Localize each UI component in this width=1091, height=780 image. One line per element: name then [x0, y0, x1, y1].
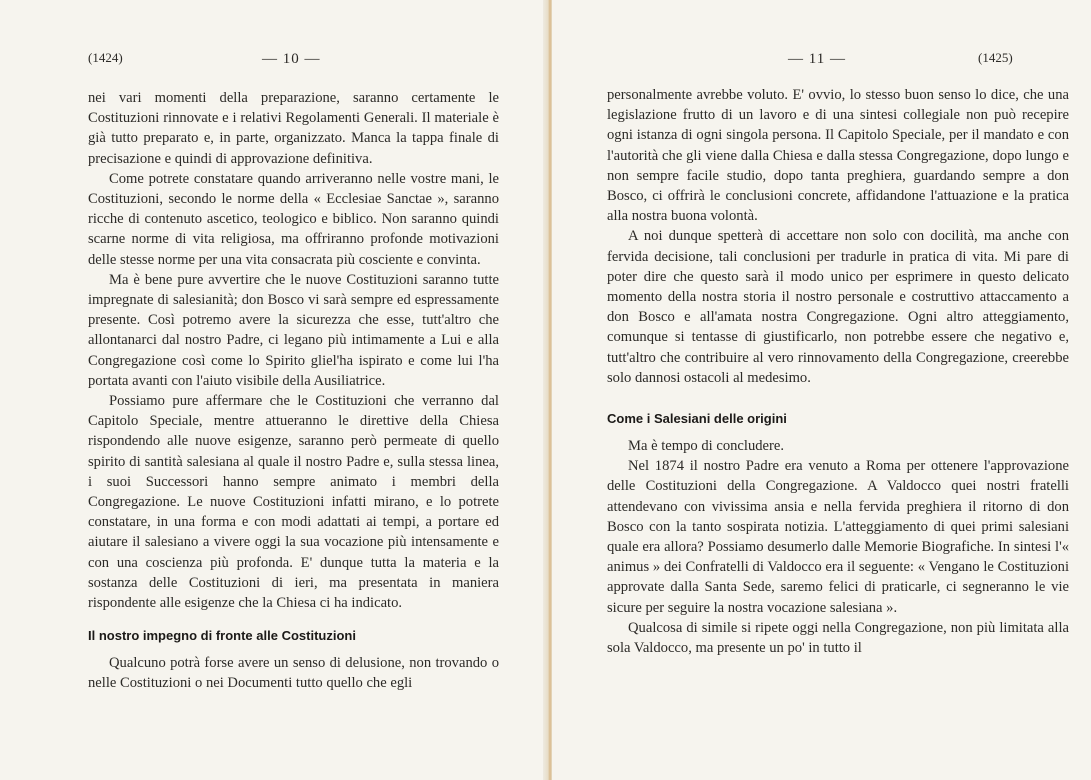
marginal-number: (1425) — [978, 50, 1013, 65]
paragraph: Come potrete constatare quando arriveranno nelle vostre mani, le Costituzioni, secondo le norme della « Ecclesiae Sanctae », saranno ricche di contenuto ascetico, teologico e biblico. Non saranno quindi scarne norme di vita religiosa, ma offriranno profonde motivazioni delle stesse norme per una vita consacrata più cosciente e convinta. — [88, 170, 499, 268]
left-body-text — [88, 88, 499, 694]
page-number: — 11 — — [788, 51, 846, 67]
paragraph: Possiamo pure affermare che le Costituzioni che verranno dal Capitolo Speciale, mentre attueranno le direttive della Chiesa rispondendo alle nuove esigenze, saranno però permeate di quello spirito di santità salesiana al quale il nostro Padre e, sulla stessa linea, i suoi Successori hanno sempre animato i membri della Congregazione. Le nuove Costituzioni infatti mirano, e lo potrete constatare, in una forma e con modi adattati ai tempi, a portare ed aiutare il salesiano a vivere oggi la sua vocazione più intensamente e con una coscienza più profonda. E' dunque tutta la materia e la sostanza delle Costituzioni di ieri, ma presentata in maniera rispondente alle esigenze che la Chiesa ci ha indicato. — [88, 393, 499, 612]
paragraph: Qualcosa di simile si ripete oggi nella Congregazione, non più limitata alla sola Valdocco, ma presente un po' in tutto il — [607, 619, 1069, 657]
paragraph: Qualcuno potrà forse avere un senso di delusione, non trovando o nelle Costituzioni o nei Documenti tutto quello che egli — [88, 655, 499, 692]
paragraph: Ma è tempo di concludere. — [628, 438, 785, 455]
paragraph: A noi dunque spetterà di accettare non solo con docilità, ma anche con fervida decisione, tali conclusioni per tradurle in pratica di vita. Mi pare di poter dire che questo sarà il modo unico per esprimere in questo delicato momento della nostra storia il nostro personale e costruttivo attaccamento a don Bosco e all'amata nostra Congregazione. Ogni altro atteggiamento, comunque si tentasse di giustificarlo, non potrebbe essere che negativo e, tutt'altro che contribuire al vero rinnovamento della Congregazione, creerebbe solo dannosi ostacoli al medesimo. — [607, 228, 1069, 386]
paragraph: nei vari momenti della preparazione, saranno certamente le Costituzioni rinnovate e i relativi Regolamenti Generali. Il materiale è già tutto preparato e, in parte, organizzato. Manca la tappa finale di precisazione e quindi di approvazione definitiva. — [88, 90, 499, 167]
page-number: — 10 — — [262, 51, 321, 67]
paragraph: personalmente avrebbe voluto. E' ovvio, lo stesso buon senso lo dice, che una legislazione frutto di un lavoro e di una sintesi collegiale non può recepire ogni istanza di ogni singola persona. Il Capitolo Speciale, per il mandato e con l'autorità che gli viene dalla Chiesa e dalla stessa Congregazione, dopo lungo e non sempre facile studio, dopo tanta preghiera, guardando sempre a don Bosco, ci offrirà le conclusioni concrete, affidandone l'attuazione e la pratica alla nostra buona volontà. — [607, 87, 1069, 225]
right-page — [552, 0, 1091, 780]
marginal-number: (1424) — [88, 50, 123, 65]
section-heading: Come i Salesiani delle origini — [607, 411, 787, 427]
section-heading: Il nostro impegno di fronte alle Costituzioni — [88, 628, 356, 644]
paragraph: Nel 1874 il nostro Padre era venuto a Roma per ottenere l'approvazione delle Costituzioni della Congregazione. A Valdocco quei nostri fratelli attendevano con vivissima ansia e nella fervida preghiera il ritorno di don Bosco con la tanto sospirata notizia. L'atteggiamento di quei primi salesiani quale era allora? Possiamo desumerlo dalle Memorie Biografiche. In sintesi l'« animus » dei Confratelli di Valdocco era il seguente: « Vengano le Costituzioni approvate dalla Santa Sede, saremo felici di praticarle, ci segneranno le vie sicure per seguire la nostra vocazione salesiana ». — [607, 458, 1069, 616]
paragraph: Ma è bene pure avvertire che le nuove Costituzioni saranno tutte impregnate di salesianità; don Bosco vi sarà sempre ed espressamente presente. Così potremo avere la sicurezza che esse, tutt'altro che allontanarci dal nostro Padre, ci legano più intimamente a Lui e alla Congregazione così come lo Spirito gliel'ha ispirato e come lui l'ha portata avanti con l'aiuto visibile della Ausiliatrice. — [88, 271, 499, 389]
right-body-text — [607, 85, 1069, 658]
